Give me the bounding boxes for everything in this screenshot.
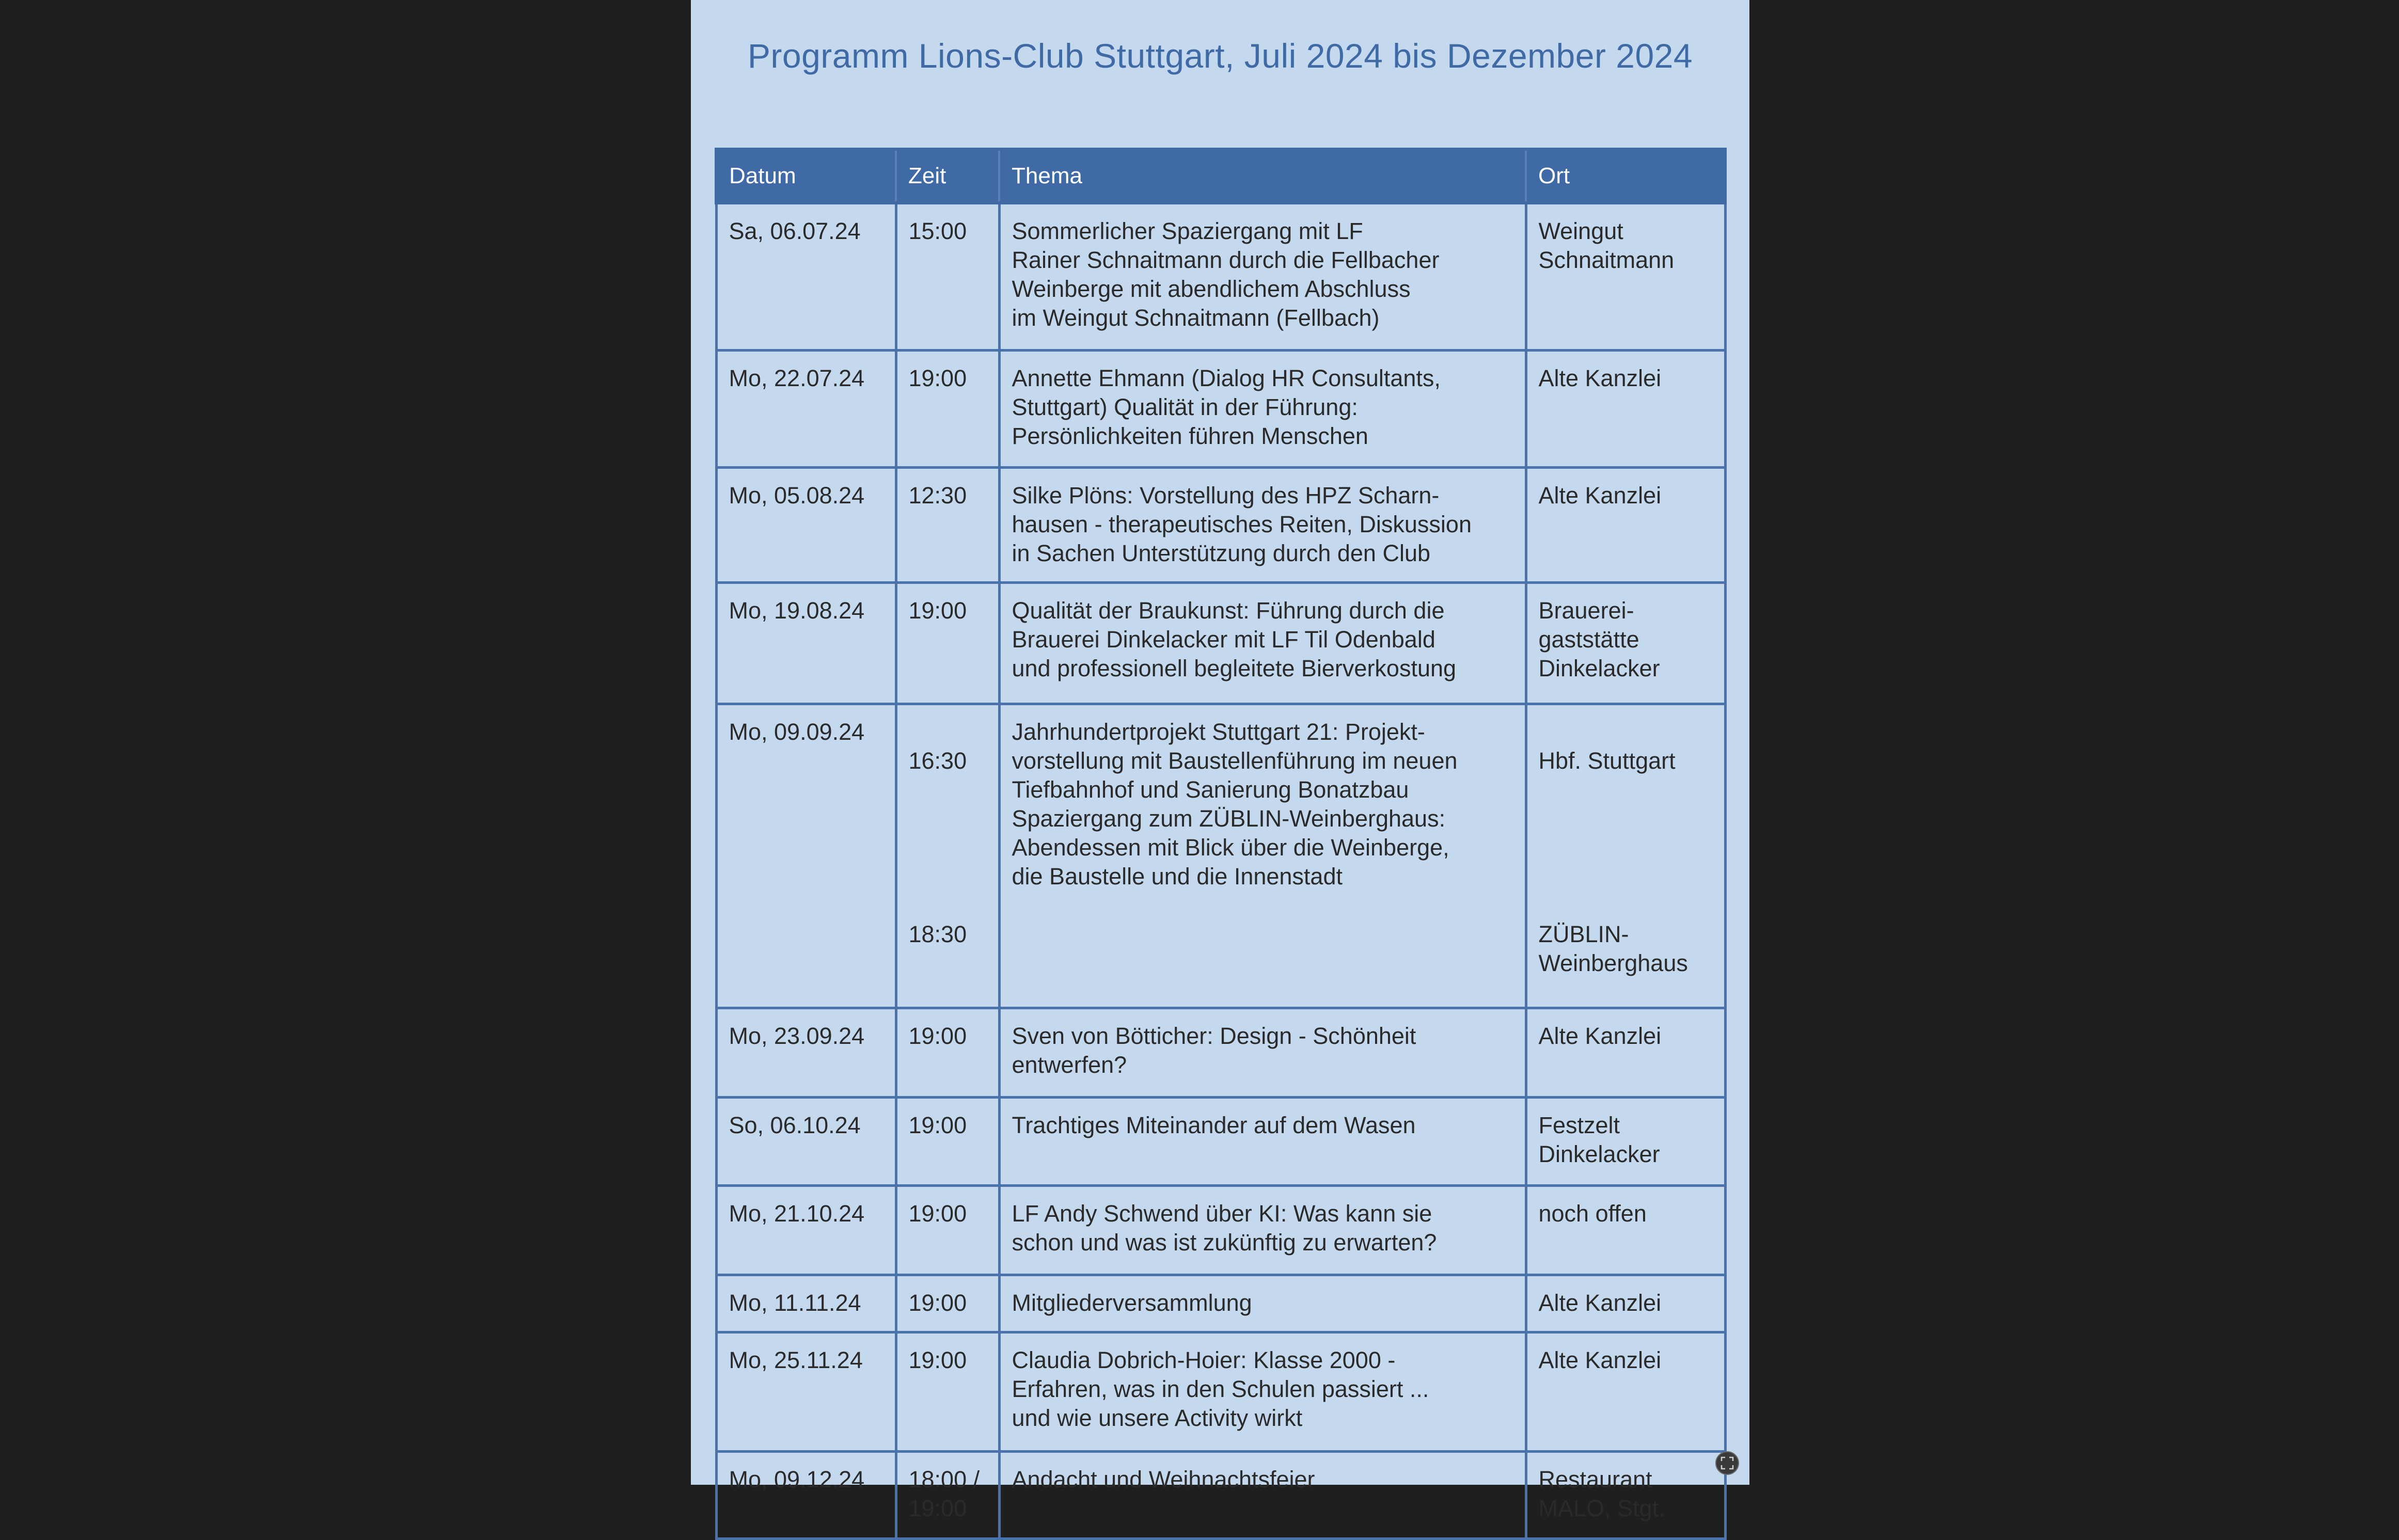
cell-datum: Mo, 19.08.24 [716,583,896,704]
table-row [716,203,1725,351]
table-row [716,1008,1725,1098]
cell-zeit: 15:00 [896,203,999,351]
cell-zeit: 19:00 [896,1332,999,1452]
cell-ort: Alte Kanzlei [1526,1275,1725,1332]
page-title: Programm Lions-Club Stuttgart, Juli 2024 bis Dezember 2024 [747,37,1693,75]
cell-datum: Sa, 06.07.24 [716,203,896,351]
cell-ort: Restaurant MALO, Stgt. [1526,1452,1725,1539]
cell-thema: Claudia Dobrich-Hoier: Klasse 2000 - Erfahren, was in den Schulen passiert ... und wie unsere Activity wirkt [999,1332,1526,1452]
cell-ort-second: ZÜBLIN- Weinberghaus [1538,921,1688,976]
header-thema: Thema [999,149,1526,203]
table-row [716,468,1725,583]
cell-spacer [909,862,987,891]
table-row [716,1186,1725,1275]
cell-datum: Mo, 23.09.24 [716,1008,896,1098]
cell-datum: Mo, 11.11.24 [716,1275,896,1332]
cell-zeit: 18:00 / 19:00 [896,1452,999,1539]
cell-thema: Mitgliederversammlung [999,1275,1526,1332]
table-row [716,583,1725,704]
cell-zeit: 19:00 [896,351,999,468]
cell-zeit-first: 16:30 [908,748,967,774]
cell-thema: Sven von Bötticher: Design - Schönheit entwerfen? [999,1008,1526,1098]
cell-thema: Trachtiges Miteinander auf dem Wasen [999,1098,1526,1186]
cell-datum: Mo, 25.11.24 [716,1332,896,1452]
header-datum: Datum [716,149,896,203]
table-row [716,1452,1725,1539]
table-row [716,1275,1725,1332]
table-row [716,351,1725,468]
table-row [716,1098,1725,1186]
table-row [716,1332,1725,1452]
cell-thema: Andacht und Weihnachtsfeier [999,1452,1526,1539]
cell-datum: Mo, 09.12.24 [716,1452,896,1539]
expand-icon [1720,1456,1734,1470]
cell-zeit-second: 18:30 [908,921,967,947]
cell-thema: Silke Plöns: Vorstellung des HPZ Scharn- hausen - therapeutisches Reiten, Diskussion in Sachen Unterstützung durch den Club [999,468,1526,583]
cell-ort: Weingut Schnaitmann [1526,203,1725,351]
cell-thema: LF Andy Schwend über KI: Was kann sie schon und was ist zukünftig zu erwarten? [999,1186,1526,1275]
cell-datum: Mo, 05.08.24 [716,468,896,583]
cell-spacer [1539,804,1713,833]
cell-datum: Mo, 09.09.24 [716,704,896,1008]
cell-thema: Sommerlicher Spaziergang mit LF Rainer Schnaitmann durch die Fellbacher Weinberge mit abendlichem Abschluss im Weingut Schnaitmann (Fellbach) [999,203,1526,351]
cell-ort-first: Hbf. Stuttgart [1538,748,1676,774]
header-zeit: Zeit [896,149,999,203]
cell-datum: Mo, 22.07.24 [716,351,896,468]
cell-ort: noch offen [1526,1186,1725,1275]
cell-zeit: 19:00 [896,1098,999,1186]
fullscreen-button[interactable] [1715,1451,1739,1475]
cell-thema: Qualität der Braukunst: Führung durch die Brauerei Dinkelacker mit LF Til Odenbald und professionell begleitete Bierverkostung [999,583,1526,704]
cell-zeit [896,704,999,1008]
header-ort: Ort [1526,149,1725,203]
cell-spacer [909,804,987,833]
cell-spacer [1539,862,1713,891]
cell-thema: Annette Ehmann (Dialog HR Consultants, Stuttgart) Qualität in der Führung: Persönlichkeiten führen Menschen [999,351,1526,468]
cell-zeit: 19:00 [896,583,999,704]
cell-ort: Alte Kanzlei [1526,468,1725,583]
cell-ort: Alte Kanzlei [1526,1332,1725,1452]
cell-zeit: 19:00 [896,1275,999,1332]
cell-ort [1526,704,1725,1008]
cell-zeit: 12:30 [896,468,999,583]
cell-datum: Mo, 21.10.24 [716,1186,896,1275]
cell-ort: Alte Kanzlei [1526,351,1725,468]
program-table [715,148,1727,1540]
table-row [716,704,1725,1008]
cell-zeit: 19:00 [896,1186,999,1275]
cell-ort: Festzelt Dinkelacker [1526,1098,1725,1186]
cell-zeit: 19:00 [896,1008,999,1098]
table-header-row [716,149,1725,203]
document-page [691,0,1749,1521]
cell-ort: Brauerei- gaststätte Dinkelacker [1526,583,1725,704]
cell-thema: Jahrhundertprojekt Stuttgart 21: Projekt- vorstellung mit Baustellenführung im neuen Tiefbahnhof und Sanierung Bonatzbau Spaziergang zum ZÜBLIN-Weinberghaus: Abendessen mit Blick über die Weinberge, die Baustelle und die Innenstadt [999,704,1526,1008]
cell-datum: So, 06.10.24 [716,1098,896,1186]
cell-ort: Alte Kanzlei [1526,1008,1725,1098]
